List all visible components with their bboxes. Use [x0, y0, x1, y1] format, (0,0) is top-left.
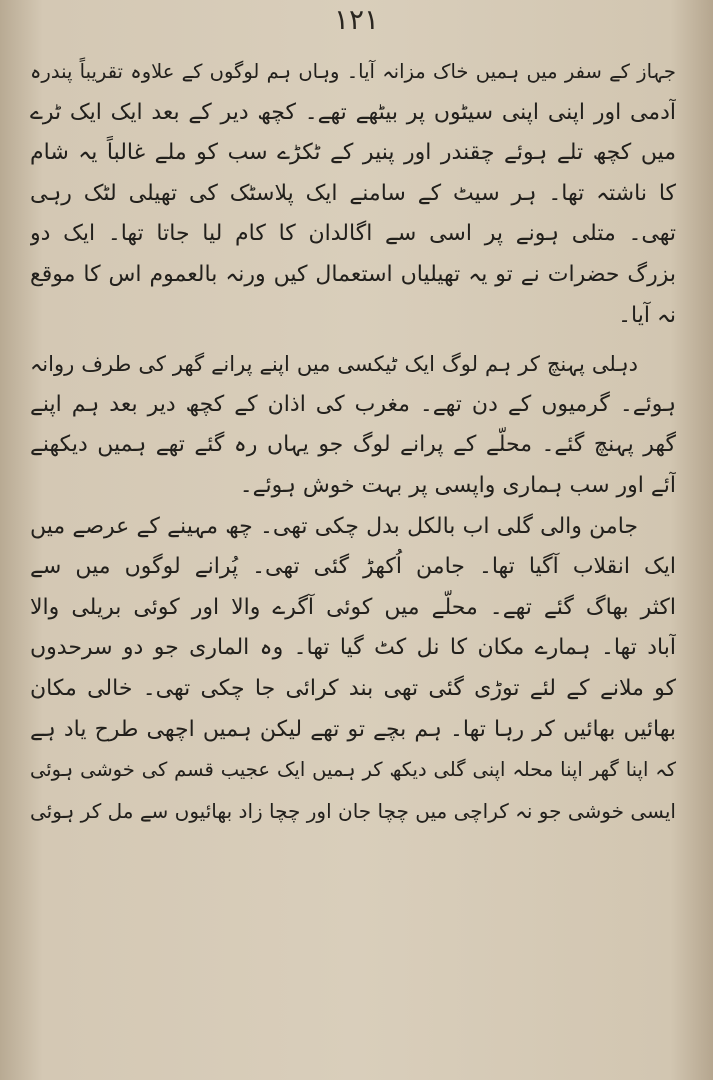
text-line: اکثر بھاگ گئے تھے۔ محلّے میں کوئی آگرے والا اور کوئی بریلی والا — [30, 594, 676, 620]
text-line: دہلی پہنچ کر ہم لوگ ایک ٹیکسی میں اپنے پرانے گھر کی طرف روانہ — [30, 352, 638, 377]
text-line: ایسی خوشی جو نہ کراچی میں چچا جان اور چچا زاد بھائیوں سے مل کر ہوئی — [30, 798, 676, 823]
paragraph-gap — [30, 336, 676, 344]
text-line: کو ملانے کے لئے توڑی گئی تھی بند کرائی جا چکی تھی۔ خالی مکان — [30, 675, 676, 701]
text-line: نہ آیا۔ — [618, 302, 676, 328]
page-number: ۱۲۱ — [333, 3, 380, 36]
text-line: کہ اپنا گھر اپنا محلہ اپنی گلی دیکھ کر ہمیں ایک عجیب قسم کی خوشی ہوئی — [30, 758, 676, 782]
text-line: آدمی اور اپنی اپنی سیٹوں پر بیٹھے تھے۔ کچھ دیر کے بعد ایک ایک ٹرے — [30, 99, 676, 125]
text-line: ایک انقلاب آگیا تھا۔ جامن اُکھڑ گئی تھی۔ پُرانے لوگوں میں سے — [30, 554, 676, 580]
text-line: جہاز کے سفر میں ہمیں خاک مزانہ آیا۔ وہاں ہم لوگوں کے علاوہ تقریباً پندرہ — [30, 60, 676, 83]
text-line: میں کچھ تلے ہوئے چقندر اور پنیر کے ٹکڑے سب کو ملے غالباً یہ شام — [30, 140, 676, 166]
text-line: جامن والی گلی اب بالکل بدل چکی تھی۔ چھ مہینے کے عرصے میں — [30, 513, 638, 539]
text-line: کا ناشتہ تھا۔ ہر سیٹ کے سامنے ایک پلاسٹک کی تھیلی لٹک رہی — [30, 180, 676, 206]
text-line: آئے اور سب ہماری واپسی پر بہت خوش ہوئے۔ — [239, 472, 676, 498]
text-line: گھر پہنچ گئے۔ محلّے کے پرانے لوگ جو یہاں رہ گئے تھے ہمیں دیکھنے — [30, 432, 676, 458]
text-line: تھی۔ متلی ہونے پر اسی سے اگالدان کا کام لیا جاتا تھا۔ ایک دو — [30, 221, 676, 247]
text-line: ہوئے۔ گرمیوں کے دن تھے۔ مغرب کی اذان کے کچھ دیر بعد ہم اپنے — [30, 391, 676, 417]
text-line: بزرگ حضرات نے تو یہ تھیلیاں استعمال کیں ورنہ بالعموم اس کا موقع — [30, 261, 676, 287]
page-text — [30, 52, 676, 831]
text-line: بھائیں بھائیں کر رہا تھا۔ ہم بچے تو تھے لیکن ہمیں اچھی طرح یاد ہے — [30, 716, 676, 742]
text-line: آباد تھا۔ ہمارے مکان کا نل کٹ گیا تھا۔ وہ الماری جو دو سرحدوں — [30, 635, 676, 661]
